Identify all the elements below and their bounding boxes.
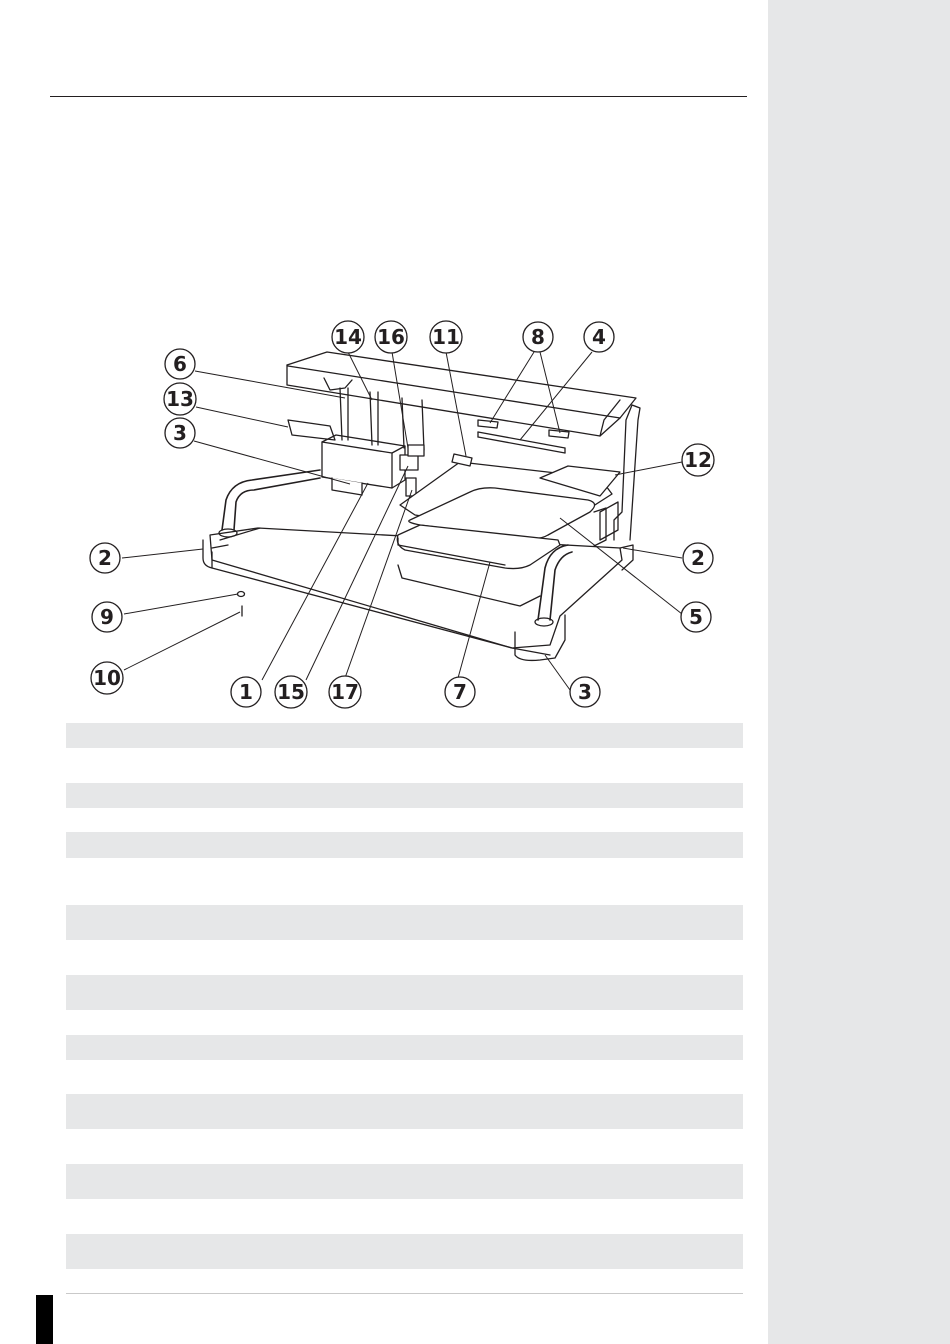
- callout-2-left: [90, 543, 120, 573]
- page-edge-tab: [36, 1295, 53, 1344]
- callout-2-right: [683, 543, 713, 573]
- svg-text:6: 6: [173, 352, 187, 376]
- svg-text:7: 7: [453, 680, 467, 704]
- top-canopy: [287, 352, 636, 436]
- svg-text:2: 2: [98, 546, 112, 570]
- svg-text:14: 14: [334, 325, 362, 349]
- callout-9: [92, 602, 122, 632]
- callout-5: [681, 602, 711, 632]
- table-row: [66, 832, 743, 858]
- table-row: [66, 975, 743, 1010]
- svg-text:17: 17: [331, 680, 359, 704]
- callout-7: [445, 677, 475, 707]
- callout-1: [231, 677, 261, 707]
- svg-text:8: 8: [531, 325, 545, 349]
- table-row: [66, 1035, 743, 1060]
- callout-14: [332, 321, 364, 353]
- exploded-assembly-figure: [60, 310, 760, 720]
- svg-text:12: 12: [684, 448, 712, 472]
- table-row: [66, 905, 743, 940]
- control-box: [322, 435, 405, 495]
- svg-text:2: 2: [691, 546, 705, 570]
- svg-text:9: 9: [100, 605, 114, 629]
- cables: [340, 388, 424, 450]
- callout-10: [91, 662, 123, 694]
- callout-8: [523, 322, 553, 352]
- table-row: [66, 783, 743, 808]
- callout-3-top: [165, 418, 195, 448]
- table-row: [66, 1094, 743, 1129]
- header-rule: [50, 96, 747, 97]
- callout-6: [165, 349, 195, 379]
- svg-text:10: 10: [93, 666, 121, 690]
- svg-text:3: 3: [578, 680, 592, 704]
- callout-15: [275, 676, 307, 708]
- callout-11: [430, 321, 462, 353]
- callout-17: [329, 676, 361, 708]
- svg-text:13: 13: [166, 387, 194, 411]
- sensor-parts: [400, 445, 424, 496]
- table-row: [66, 723, 743, 748]
- table-row: [66, 1164, 743, 1199]
- svg-text:1: 1: [239, 680, 253, 704]
- footer-rule: [66, 1293, 743, 1294]
- callout-3-bottom: [570, 677, 600, 707]
- left-handle: [219, 470, 320, 537]
- table-row: [66, 1234, 743, 1269]
- side-margin-strip: [768, 0, 950, 1344]
- callout-4: [584, 322, 614, 352]
- callout-13: [164, 383, 196, 415]
- svg-text:4: 4: [592, 325, 606, 349]
- bracket-13: [288, 420, 335, 440]
- svg-text:16: 16: [377, 325, 405, 349]
- callout-16: [375, 321, 407, 353]
- svg-text:15: 15: [277, 680, 305, 704]
- svg-text:5: 5: [689, 605, 703, 629]
- callout-12: [682, 444, 714, 476]
- svg-text:11: 11: [432, 325, 460, 349]
- svg-text:3: 3: [173, 421, 187, 445]
